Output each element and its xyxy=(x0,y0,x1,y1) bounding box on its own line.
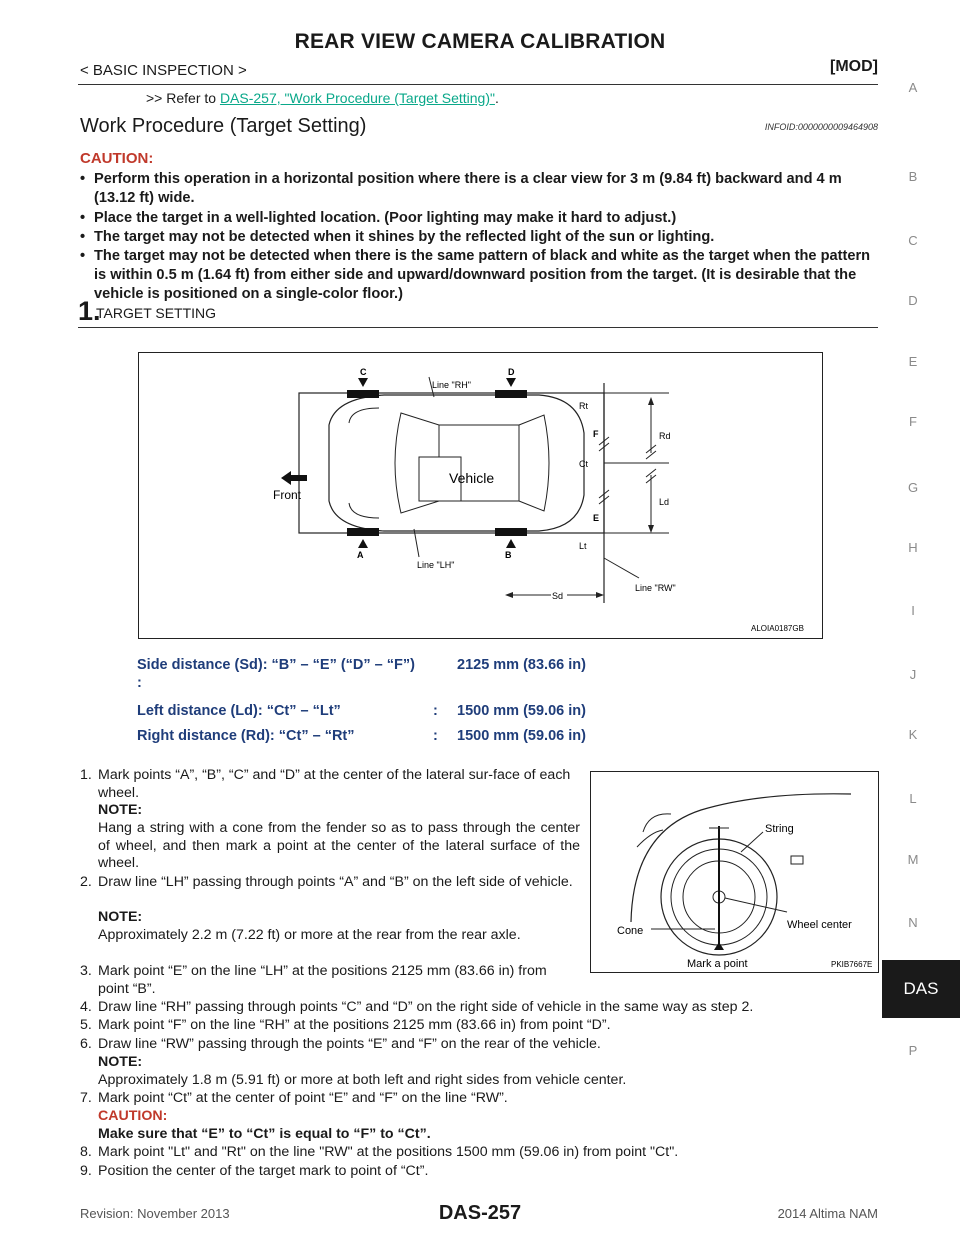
side-index-letter[interactable]: E xyxy=(908,354,918,369)
left-distance-label: Left distance (Ld): “Ct” – “Lt” xyxy=(137,703,341,719)
point-b-label: B xyxy=(505,550,512,560)
target-layout-diagram xyxy=(139,353,822,638)
caution-label: CAUTION: xyxy=(80,150,154,167)
refer-suffix: . xyxy=(494,90,499,106)
side-index-letter[interactable]: B xyxy=(908,169,918,184)
right-distance-value: 1500 mm (59.06 in) xyxy=(457,728,586,744)
step-6-note-label: NOTE: xyxy=(98,1054,143,1070)
step-7-caution: Make sure that “E” to “Ct” is equal to “F” to “Ct”. xyxy=(98,1126,431,1142)
cone-label: Cone xyxy=(617,925,644,937)
step-rule xyxy=(78,327,878,328)
front-label: Front xyxy=(273,488,302,502)
side-distance-value: 2125 mm (83.66 in) xyxy=(457,657,586,673)
caution-item: • Place the target in a well-lighted location. (Poor lighting may make it hard to adjust.) xyxy=(80,210,677,226)
side-distance-label: Side distance (Sd): “B” – “E” (“D” – “F”) xyxy=(137,657,415,673)
vehicle-label: Vehicle xyxy=(449,470,495,486)
procedure-step-4: 4. Draw line “RH” passing through points “C” and “D” on the right side of vehicle in the same way as step 2. xyxy=(80,999,754,1015)
caution-item: • The target may not be detected when it shines by the reflected light of the sun or lighting. xyxy=(80,229,715,245)
caution-item: • The target may not be detected when there is the same pattern of black and white as the target when the pattern is within 0.5 m (1.64 ft) from either side and upward/downward position from the target. (It is desirable that the vehicle is positioned on a single-color floor.) xyxy=(80,248,871,302)
dim-sd-label: Sd xyxy=(552,591,564,601)
dim-rd-label: Rd xyxy=(659,431,671,441)
wheel-center-label: Wheel center xyxy=(787,919,852,931)
point-a-label: A xyxy=(357,550,364,560)
side-index-letter[interactable]: I xyxy=(911,603,915,618)
mod-tag: [MOD] xyxy=(830,58,878,75)
side-index-letter[interactable]: H xyxy=(908,540,918,555)
side-distance-sep: : xyxy=(137,675,142,691)
procedure-step-2: 2. Draw line “LH” passing through points “A” and “B” on the left side of vehicle. xyxy=(80,874,573,890)
side-index-letter[interactable]: A xyxy=(908,80,918,95)
step-1-note: Hang a string with a cone from the fender so as to pass through the center of wheel, and then mark a point at the center of the lateral surface of the wheel. xyxy=(98,820,580,871)
step-6-note: Approximately 1.8 m (5.91 ft) or more at both left and right sides from vehicle center. xyxy=(98,1072,627,1088)
header-rule xyxy=(78,84,878,85)
line-rw-label: Line "RW" xyxy=(635,583,676,593)
figure2-code: PKIB7667E xyxy=(831,960,873,969)
string-label: String xyxy=(765,823,794,835)
work-procedure-title: Work Procedure (Target Setting) xyxy=(80,115,367,137)
side-index-letter[interactable]: N xyxy=(908,915,918,930)
side-index-letter[interactable]: K xyxy=(908,727,918,742)
side-index-letter[interactable]: J xyxy=(909,667,917,682)
procedure-step-8: 8. Mark point "Lt" and "Rt" on the line "RW" at the positions 1500 mm (59.06 in) from point "Ct". xyxy=(80,1144,679,1160)
side-index-letter[interactable]: G xyxy=(907,480,919,495)
section-label: < BASIC INSPECTION > xyxy=(80,62,247,79)
step-2-note-label: NOTE: xyxy=(98,909,143,925)
line-lh-label: Line "LH" xyxy=(417,560,455,570)
procedure-step-9: 9. Position the center of the target mark to point of “Ct”. xyxy=(80,1163,429,1179)
step-1-note-label: NOTE: xyxy=(98,802,143,818)
figure1-code: ALOIA0187GB xyxy=(751,624,804,633)
side-index-letter[interactable]: F xyxy=(909,414,917,429)
page-title: REAR VIEW CAMERA CALIBRATION xyxy=(294,30,666,53)
info-id: INFOID:0000000009464908 xyxy=(764,122,878,132)
step-title: TARGET SETTING xyxy=(96,305,217,321)
procedure-step-6: 6. Draw line “RW” passing through the points “E” and “F” on the rear of the vehicle. xyxy=(80,1036,601,1052)
left-distance-value: 1500 mm (59.06 in) xyxy=(457,703,586,719)
step-2-note: Approximately 2.2 m (7.22 ft) or more at the rear from the rear axle. xyxy=(98,927,521,943)
step-7-caution-label: CAUTION: xyxy=(98,1108,168,1124)
line-rh-label: Line "RH" xyxy=(432,380,471,390)
right-distance-label: Right distance (Rd): “Ct” – “Rt” xyxy=(137,728,355,744)
side-index-letter[interactable]: L xyxy=(909,791,917,806)
side-index-letter[interactable]: M xyxy=(907,852,919,867)
procedure-step-1: 1. Mark points “A”, “B”, “C” and “D” at the center of the lateral sur-face of each wheel. xyxy=(80,767,571,801)
dim-ld-label: Ld xyxy=(659,497,670,507)
das-section-tab[interactable]: DAS xyxy=(882,960,960,1018)
target-layout-figure xyxy=(138,352,823,639)
side-index-letter[interactable]: P xyxy=(908,1043,918,1058)
point-ct-label: Ct xyxy=(579,459,588,469)
wheel-marking-figure xyxy=(590,771,879,973)
procedure-step-5: 5. Mark point “F” on the line “RH” at the positions 2125 mm (83.66 in) from point “D”. xyxy=(80,1017,611,1033)
point-lt-label: Lt xyxy=(579,541,587,551)
left-distance-sep: : xyxy=(433,703,438,719)
right-distance-sep: : xyxy=(433,728,438,744)
refer-line xyxy=(146,90,499,106)
point-e-label: E xyxy=(593,513,600,523)
point-rt-label: Rt xyxy=(579,401,588,411)
wheel-marking-diagram xyxy=(591,772,878,972)
step-number: 1. xyxy=(78,296,101,326)
point-d-label: D xyxy=(508,367,515,377)
footer-page-number: DAS-257 xyxy=(438,1202,522,1224)
point-c-label: C xyxy=(360,367,367,377)
footer-model: 2014 Altima NAM xyxy=(777,1206,878,1221)
refer-prefix: >> Refer to xyxy=(146,90,220,106)
footer-revision: Revision: November 2013 xyxy=(80,1206,230,1221)
procedure-step-3: 3. Mark point “E” on the line “LH” at the positions 2125 mm (83.66 in) from point “B”. xyxy=(80,963,547,997)
point-f-label: F xyxy=(593,429,599,439)
side-index-letter[interactable]: D xyxy=(908,293,918,308)
procedure-step-7: 7. Mark point “Ct” at the center of point “E” and “F” on the line “RW”. xyxy=(80,1090,508,1106)
side-index-letter[interactable]: C xyxy=(908,233,918,248)
caution-item: • Perform this operation in a horizontal position where there is a clear view for 3 m (9.84 ft) backward and 4 m (13.12 ft) wide. xyxy=(80,171,842,206)
refer-link[interactable]: DAS-257, "Work Procedure (Target Setting)" xyxy=(219,90,495,106)
mark-point-label: Mark a point xyxy=(687,958,748,970)
